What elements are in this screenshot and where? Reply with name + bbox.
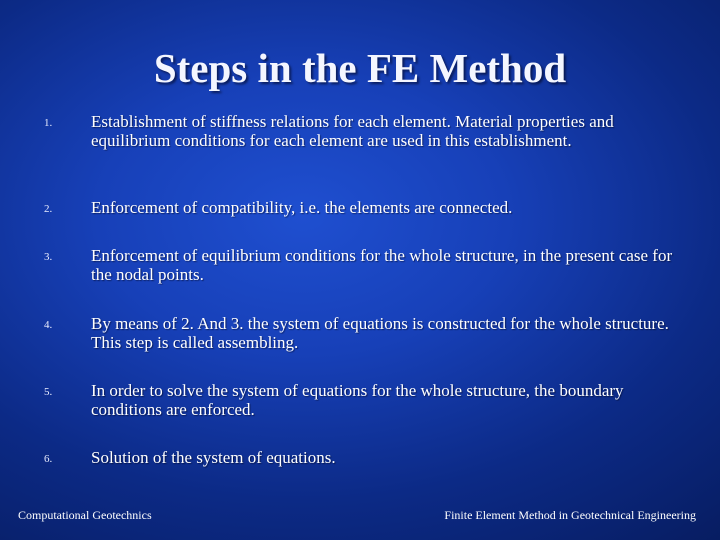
step-number: 6. (44, 453, 53, 465)
step-number: 4. (44, 319, 53, 331)
footer-course-title: Finite Element Method in Geotechnical Engineering (444, 508, 696, 522)
step-number: 3. (44, 251, 53, 263)
step-text: Establishment of stiffness relations for each element. Material properties and equilibrium conditions for each element are used in this establishment. (91, 112, 614, 150)
step-number: 1. (44, 117, 53, 129)
step-text: Enforcement of compatibility, i.e. the elements are connected. (91, 198, 513, 217)
footer-course-name: Computational Geotechnics (18, 508, 152, 522)
slide-title: Steps in the FE Method (153, 45, 567, 91)
step-text: By means of 2. And 3. the system of equations is constructed for the whole structure. This step is called assembling. (91, 314, 669, 352)
step-text: Solution of the system of equations. (91, 448, 336, 467)
step-text: In order to solve the system of equations for the whole structure, the boundary conditions are enforced. (91, 381, 624, 419)
step-number: 2. (44, 203, 53, 215)
step-number: 5. (44, 386, 53, 398)
step-text: Enforcement of equilibrium conditions for the whole structure, in the present case for the nodal points. (91, 246, 673, 284)
